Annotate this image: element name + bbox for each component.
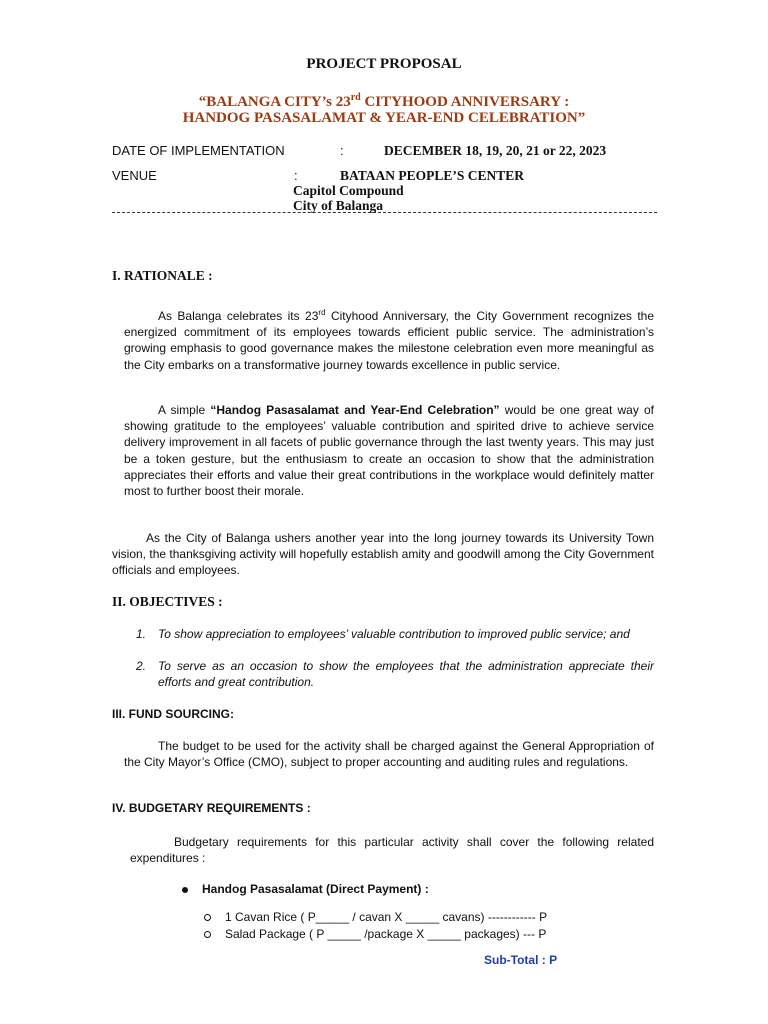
objectives-heading: II. OBJECTIVES : (112, 594, 223, 609)
date-colon: : (340, 143, 344, 158)
venue-line-2: Capitol Compound (293, 183, 404, 198)
venue-colon: : (294, 168, 298, 183)
rationale-heading: I. RATIONALE : (112, 268, 213, 283)
venue-line-3: City of Balanga (293, 198, 384, 213)
budget-bullet-item: Handog Pasasalamat (Direct Payment) : (182, 882, 429, 896)
fund-sourcing-paragraph: The budget to be used for the activity shall be charged against the General Appropriation of the City Mayor’s Office (CMO), subject to proper accounting and auditing rules and regulations. (124, 739, 654, 770)
event-title-line-2: HANDOG PASASALAMAT & YEAR-END CELEBRATION” (182, 110, 586, 126)
rationale-paragraph-1: As Balanga celebrates its 23rd Cityhood Anniversary, the City Government recognizes the energized commitment of its employees towards efficient public service. The administration’s growing emphasis to good governance makes the milestone celebration even more meaningful as the City embarks on a transformative journey towards excellence in public service. (124, 308, 654, 372)
budget-heading: IV. BUDGETARY REQUIREMENTS : (112, 801, 311, 815)
budget-line-item: Salad Package ( P _____ /package X _____ packages) --- P (204, 927, 546, 941)
venue-label: VENUE (112, 168, 157, 183)
rationale-paragraph-3: As the City of Balanga ushers another year into the long journey towards its University Town vision, the thanksgiving activity will hopefully establish amity and goodwill among the City Government officials and employees. (112, 531, 654, 578)
objective-item: 1. To show appreciation to employees’ valuable contribution to improved public service; and (136, 627, 630, 641)
fund-sourcing-heading: III. FUND SOURCING: (112, 707, 234, 721)
budget-intro-paragraph: Budgetary requirements for this particular activity shall cover the following related expenditures : (130, 835, 654, 866)
dashed-divider (112, 212, 657, 213)
date-value: DECEMBER 18, 19, 20, 21 or 22, 2023 (384, 143, 607, 158)
event-title-line-1: “BALANGA CITY’s 23rd CITYHOOD ANNIVERSARY : (198, 92, 570, 110)
venue-line-1: BATAAN PEOPLE’S CENTER (340, 168, 525, 183)
rationale-paragraph-2: A simple “Handog Pasasalamat and Year-End Celebration” would be one great way of showing gratitude to the employees’ valuable contribution and spirited drive to achieve service delivery improvement in all facets of public governance through the last twenty years. This may just be a token gesture, but the enthusiasm to create an occasion to show that the administration appreciates their efforts and value their great contributions in the workplace would definitely matter most to further boost their morale. (124, 403, 654, 499)
circle-bullet-icon (204, 914, 211, 921)
date-label: DATE OF IMPLEMENTATION (112, 143, 285, 158)
document-title: PROJECT PROPOSAL (306, 56, 462, 72)
objective-item: 2. To serve as an occasion to show the employees that the administration appreciate their efforts and great contribution. (136, 659, 654, 690)
circle-bullet-icon (204, 931, 211, 938)
bullet-icon (182, 887, 188, 893)
subtotal-label: Sub-Total : P (484, 953, 558, 967)
budget-line-item: 1 Cavan Rice ( P_____ / cavan X _____ cavans) ------------ P (204, 910, 547, 924)
